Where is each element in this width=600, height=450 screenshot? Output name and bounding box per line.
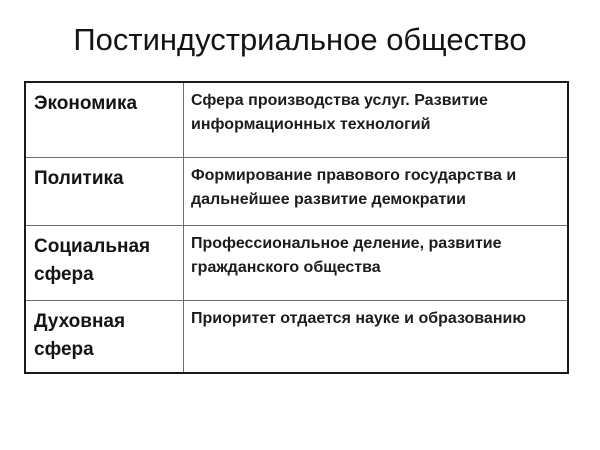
sphere-cell: Политика	[26, 158, 184, 225]
page-title: Постиндустриальное общество	[73, 22, 527, 57]
sphere-cell: Духовная сфера	[26, 301, 184, 372]
description-cell: Формирование правового государства и дальнейшее развитие демократии	[191, 167, 517, 208]
description-cell: Приоритет отдается науке и образованию	[191, 310, 526, 327]
sphere-cell: Социальная сфера	[26, 226, 184, 300]
description-cell: Профессиональное деление, развитие гражданского общества	[191, 235, 502, 276]
description-cell: Сфера производства услуг. Развитие информационных технологий	[191, 92, 488, 133]
table-row	[26, 158, 567, 226]
table-row	[26, 301, 567, 372]
table-row	[26, 83, 567, 158]
table-row	[26, 226, 567, 301]
sphere-cell: Экономика	[26, 83, 184, 157]
society-table	[24, 81, 569, 374]
